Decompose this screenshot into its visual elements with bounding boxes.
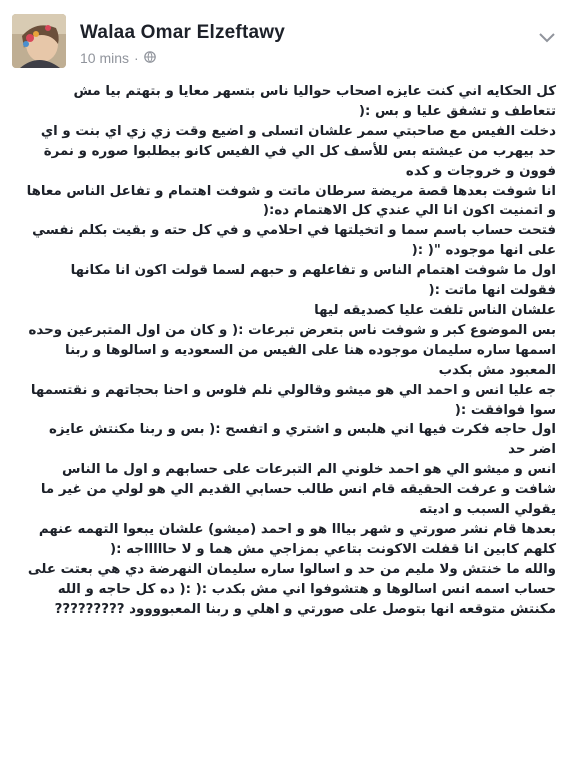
avatar[interactable] — [12, 14, 66, 68]
globe-icon[interactable] — [144, 50, 156, 66]
post-text-line: انا شوفت بعدها قصة مريضة سرطان ماتت و شوفت اهتمام و تفاعل الناس معاها — [26, 183, 556, 199]
chevron-down-icon[interactable] — [538, 30, 556, 44]
post-text-line: اول حاجه فكرت فيها اني هلبس و اشتري و اتفسح :( بس و ربنا مكنتش عايزه — [48, 422, 556, 438]
post-text-line: و اتمنيت اكون انا الي عندي كل الاهتمام ده:( — [262, 203, 556, 219]
avatar-image — [12, 14, 66, 68]
post-text-line: سوا فوافقت :( — [454, 402, 556, 418]
post-text-line: فقولت انها ماتت :( — [428, 283, 556, 299]
post-text-line: فوون و خروجات و كده — [405, 163, 556, 179]
post-meta — [80, 50, 156, 66]
post-text-line: بس الموضوع كبر و شوفت ناس بتعرض تبرعات :( و كان من اول المتبرعين وحده — [28, 322, 556, 338]
post-text-line: على انها موجوده "( :( — [411, 243, 556, 259]
post-text-line: كلهم كابين انا قفلت الاكونت بتاعي بمزاجي مش هما و لا حاااااجه :( — [110, 541, 556, 557]
post-text-line: دخلت الفيس مع صاحبتي سمر علشان اتسلى و اضيع وقت زي زي اي بنت و اي — [40, 123, 556, 139]
post-text-line: بعدها قام نشر صورتي و شهر بيااا هو و احمد (ميشو) علشان يبعوا التهمه عنهم — [38, 521, 556, 537]
meta-separator: · — [134, 50, 139, 66]
post-header — [0, 0, 570, 80]
post-text-line: فتحت حساب باسم سما و اتخيلتها في احلامي و في كل حته و بقيت بكلم نفسي — [32, 223, 556, 239]
post-body-text — [14, 82, 556, 619]
post-text-line: المعبود مش بكدب — [438, 362, 556, 378]
post-text-line: انس و ميشو الي هو احمد خلوني الم التبرعات على حسابهم و اول ما الناس — [61, 462, 556, 478]
post-text-line: شافت و عرفت الحقيقه قام انس طالب حسابي القديم الي هو لولي من غير ما — [40, 482, 556, 498]
post-text-line: اسمها ساره سليمان موجوده هنا على الفيس من السعوديه و اسالوها و ربنا — [65, 342, 556, 358]
post-text-line: يقولي السبب و اديته — [419, 502, 556, 518]
post-text-line: حد بيهرب من عيشته بس للأسف كل الي في الفيس كانو بيطلبوا صوره و نمرة — [43, 143, 556, 159]
post-text-line: اضر حد — [508, 442, 556, 458]
post-text-line: مكنتش متوقعه انها بتوصل على صورتي و اهلي و ربنا المعبوووود ????????? — [54, 601, 556, 617]
post-text-line: جه عليا انس و احمد الي هو ميشو وقالولي نلم فلوس و احنا بحجاتهم و نقتسمها — [30, 382, 556, 398]
post-text-line: اول ما شوفت اهتمام الناس و تفاعلهم و حبهم لسما قولت اكون انا مكانها — [70, 263, 556, 279]
post-time[interactable]: 10 mins — [80, 50, 130, 66]
author-name[interactable]: Walaa Omar Elzeftawy — [80, 22, 285, 43]
post-text-line: علشان الناس تلفت عليا كصديقه ليها — [314, 302, 556, 318]
post-text-line: حساب اسمه انس اسالوها و هتشوفوا اني مش بكدب :( :( ده كل حاجه و الله — [57, 581, 556, 597]
post-text-line: والله ما خنتش ولا مليم من حد و اسالوا ساره سليمان النهرضة دي هي بعتت على — [27, 561, 556, 577]
post-text-line: كل الحكايه اني كنت عايزه اصحاب حواليا ناس بتسهر معايا و بتهتم بيا مش — [73, 84, 556, 99]
post-text-line: تتعاطف و تشفق عليا و بس :( — [358, 103, 556, 119]
